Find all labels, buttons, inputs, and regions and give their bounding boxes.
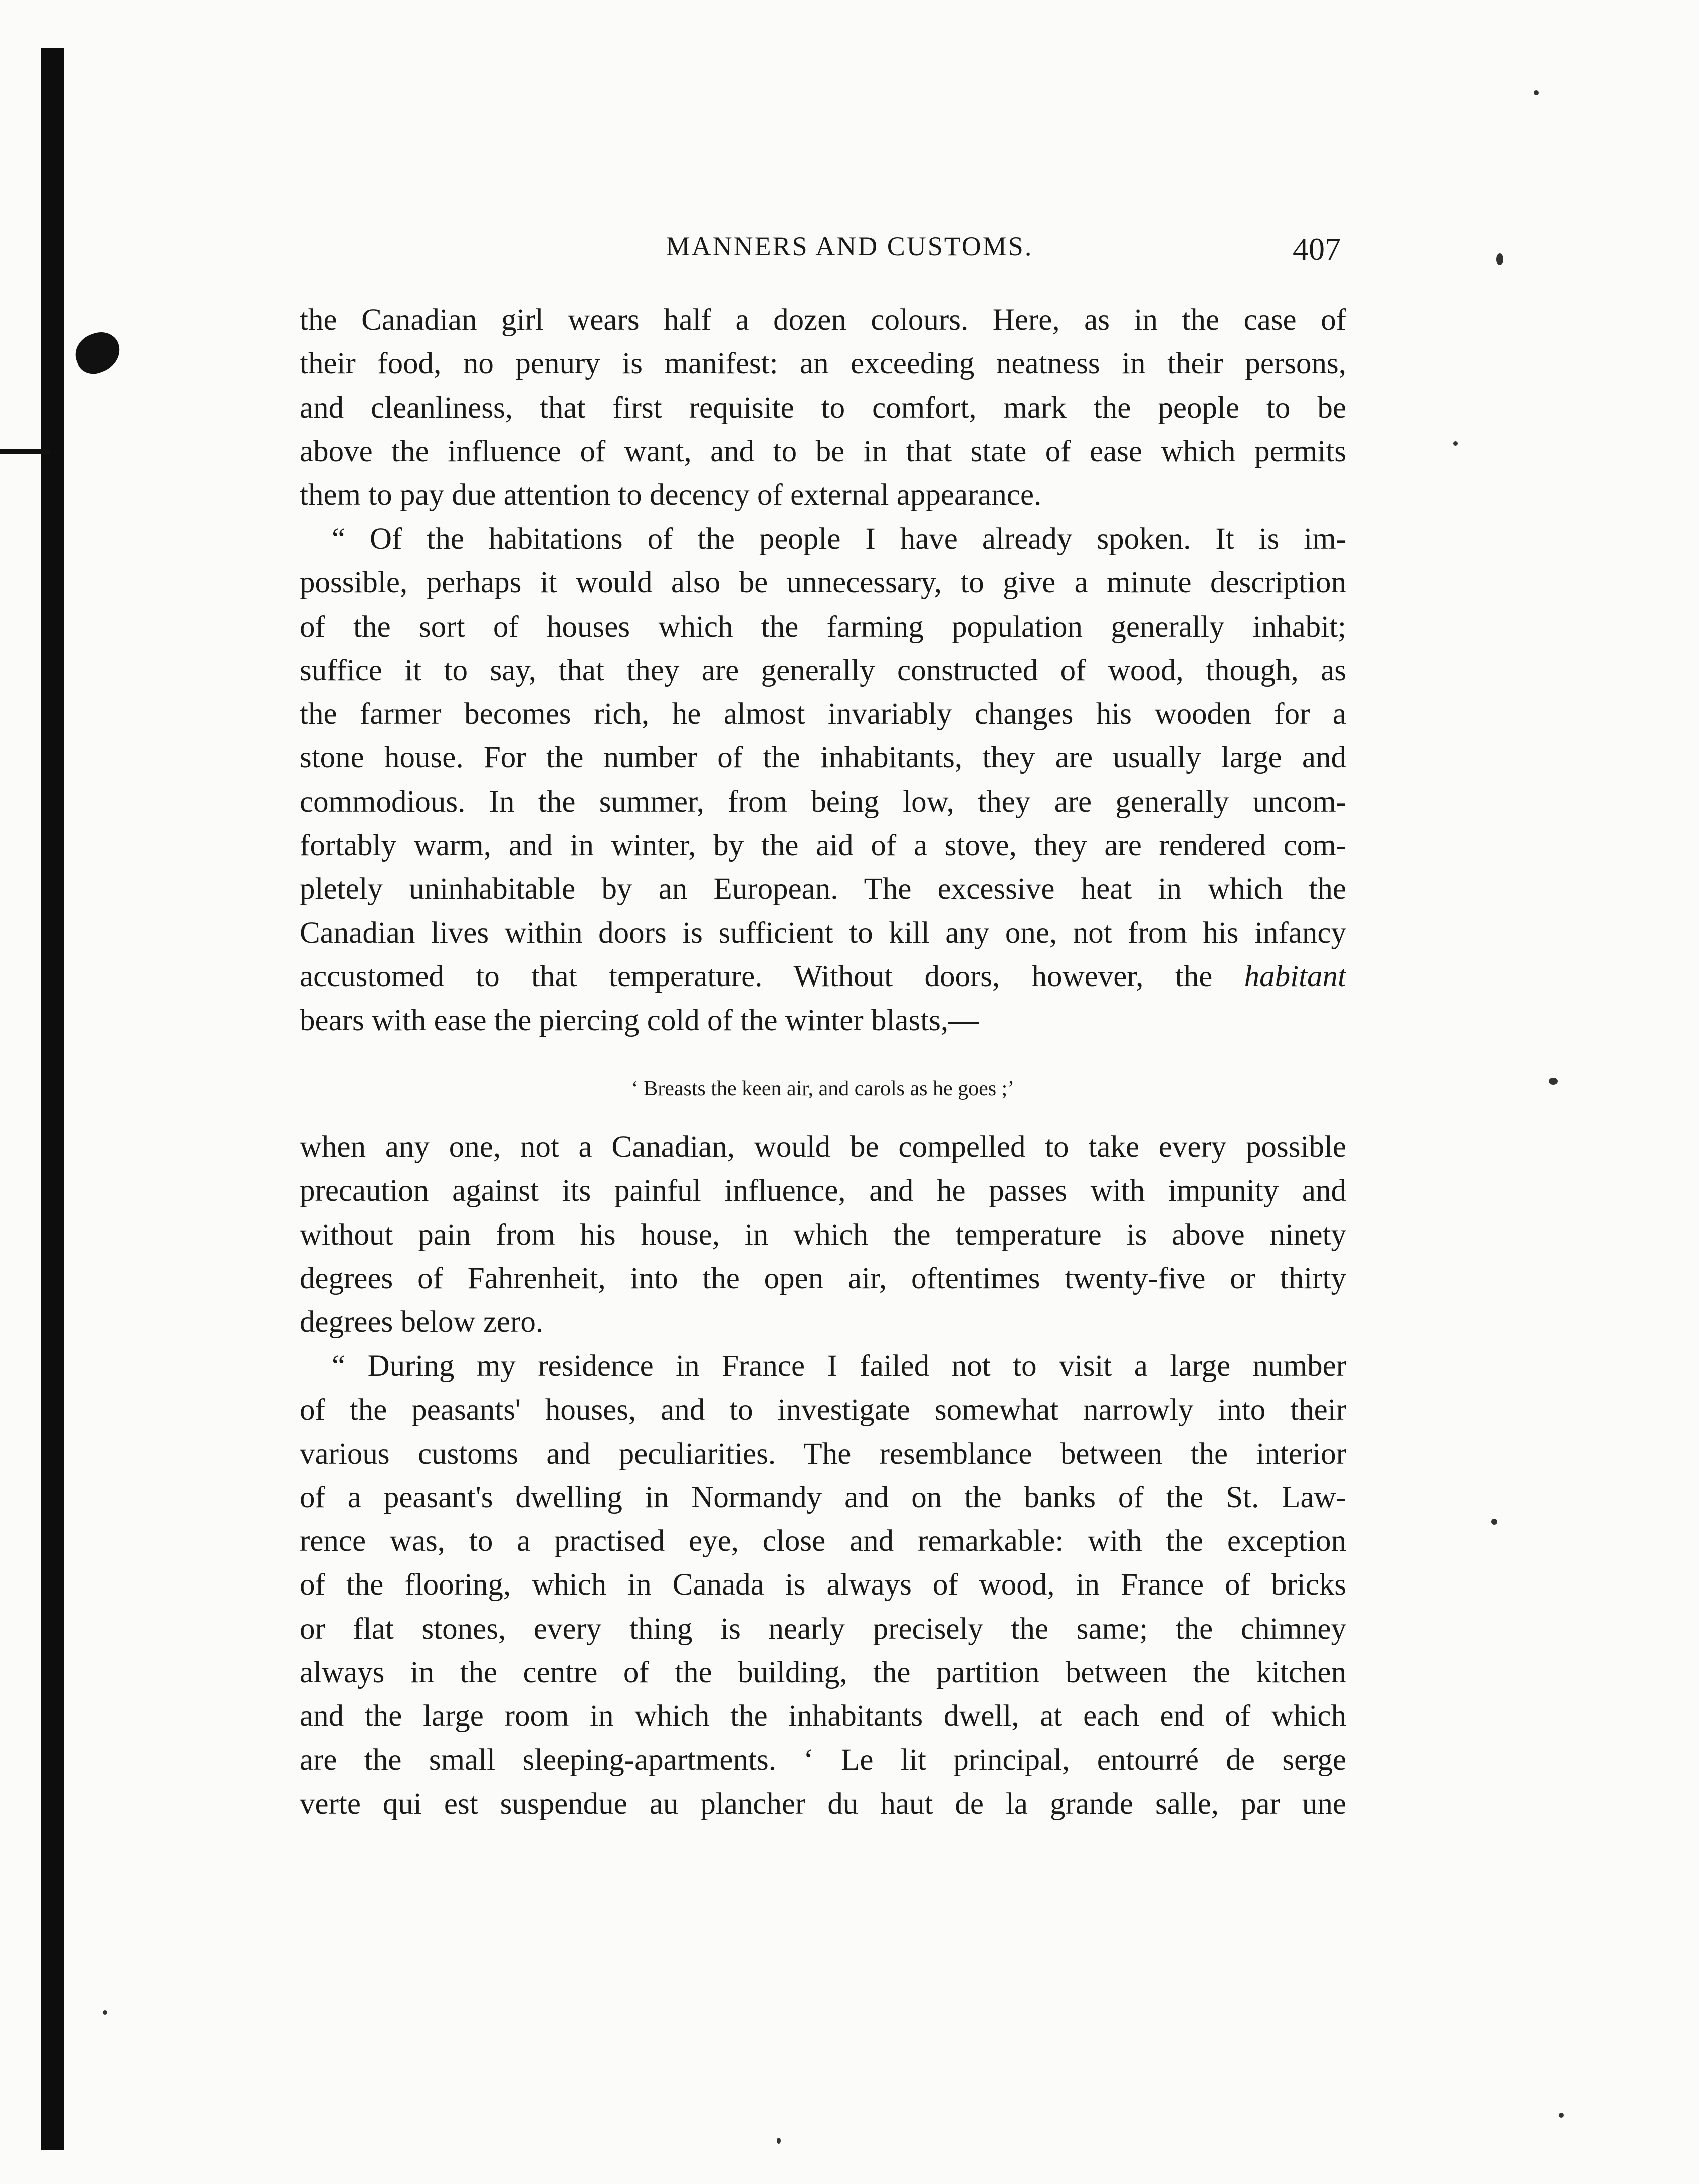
text-line: always in the centre of the building, the partition between the kitchen: [300, 1656, 1346, 1690]
text-line: and cleanliness, that first requisite to comfort, mark the people to be: [300, 390, 1346, 425]
text-line: pletely uninhabitable by an European. The excessive heat in which the: [300, 872, 1346, 906]
paper-speck: [1491, 1519, 1497, 1525]
text-line: them to pay due attention to decency of external appearance.: [300, 478, 1042, 512]
text-line: “ Of the habitations of the people I have already spoken. It is im-: [332, 522, 1346, 556]
running-head-title: MANNERS AND CUSTOMS.: [666, 231, 1033, 261]
text-line: degrees of Fahrenheit, into the open air, oftentimes twenty-five or thirty: [300, 1261, 1346, 1295]
text-line: of the peasants' houses, and to investigate somewhat narrowly into their: [300, 1393, 1346, 1427]
text-line: rence was, to a practised eye, close and remarkable: with the exception: [300, 1524, 1346, 1558]
text-line: possible, perhaps it would also be unnecessary, to give a minute description: [300, 566, 1346, 600]
text-line: and the large room in which the inhabitants dwell, at each end of which: [300, 1699, 1346, 1733]
text-line: commodious. In the summer, from being low, they are generally uncom-: [300, 784, 1346, 819]
paper-speck: [1549, 1078, 1558, 1085]
text-line: various customs and peculiarities. The resemblance between the interior: [300, 1437, 1346, 1471]
text-line: when any one, not a Canadian, would be compelled to take every possible: [300, 1130, 1346, 1164]
paragraph-3: [300, 1125, 1346, 1344]
text-line: the Canadian girl wears half a dozen colours. Here, as in the case of: [300, 303, 1346, 337]
text-line: or flat stones, every thing is nearly precisely the same; the chimney: [300, 1612, 1346, 1646]
text-line: degrees below zero.: [300, 1305, 544, 1339]
paper-speck: [1534, 90, 1539, 95]
paper-speck: [777, 2138, 781, 2144]
paragraph-2: [300, 517, 1346, 1043]
page-number: 407: [1293, 231, 1341, 267]
text-line: Canadian lives within doors is sufficient to kill any one, not from his infancy: [300, 916, 1346, 950]
paper-speck: [103, 2010, 107, 2015]
paragraph-1: [300, 298, 1346, 517]
text-line: fortably warm, and in winter, by the aid of a stove, they are rendered com-: [300, 829, 1346, 863]
paper-speck: [1496, 253, 1503, 265]
text-line: of a peasant's dwelling in Normandy and on the banks of the St. Law-: [300, 1480, 1346, 1514]
text-run: accustomed to that temperature. Without doors, however, the: [300, 959, 1213, 994]
scan-binding-edge: [41, 48, 64, 2150]
paper-speck: [1453, 441, 1458, 446]
text-line: “ During my residence in France I failed not to visit a large number: [332, 1349, 1346, 1383]
text-line-with-italic: [300, 955, 1346, 999]
ink-blot: [70, 327, 125, 379]
verse-quotation: ‘ Breasts the keen air, and carols as he goes ;’: [631, 1077, 1015, 1100]
text-line: the farmer becomes rich, he almost invariably changes his wooden for a: [300, 697, 1346, 731]
text-line: their food, no penury is manifest: an exceeding neatness in their persons,: [300, 347, 1346, 381]
text-line: bears with ease the piercing cold of the winter blasts,—: [300, 1004, 979, 1038]
text-line: suffice it to say, that they are generally constructed of wood, though, as: [300, 653, 1346, 687]
text-line: of the sort of houses which the farming population generally inhabit;: [300, 610, 1346, 644]
text-line: are the small sleeping-apartments. ‘ Le lit principal, entourré de serge: [300, 1743, 1346, 1777]
paragraph-4: [300, 1344, 1346, 1826]
text-line: precaution against its painful influence, and he passes with impunity and: [300, 1174, 1346, 1208]
binding-tick-mark: [0, 449, 50, 454]
text-line: of the flooring, which in Canada is always of wood, in France of bricks: [300, 1568, 1346, 1602]
text-line: verte qui est suspendue au plancher du haut de la grande salle, par une: [300, 1786, 1346, 1821]
text-line: above the influence of want, and to be in that state of ease which permits: [300, 434, 1346, 468]
running-head: [298, 231, 1346, 271]
text-line: stone house. For the number of the inhabitants, they are usually large and: [300, 741, 1346, 775]
paper-speck: [1559, 2113, 1564, 2118]
text-line: without pain from his house, in which the temperature is above ninety: [300, 1218, 1346, 1252]
italic-word: habitant: [1244, 959, 1346, 994]
